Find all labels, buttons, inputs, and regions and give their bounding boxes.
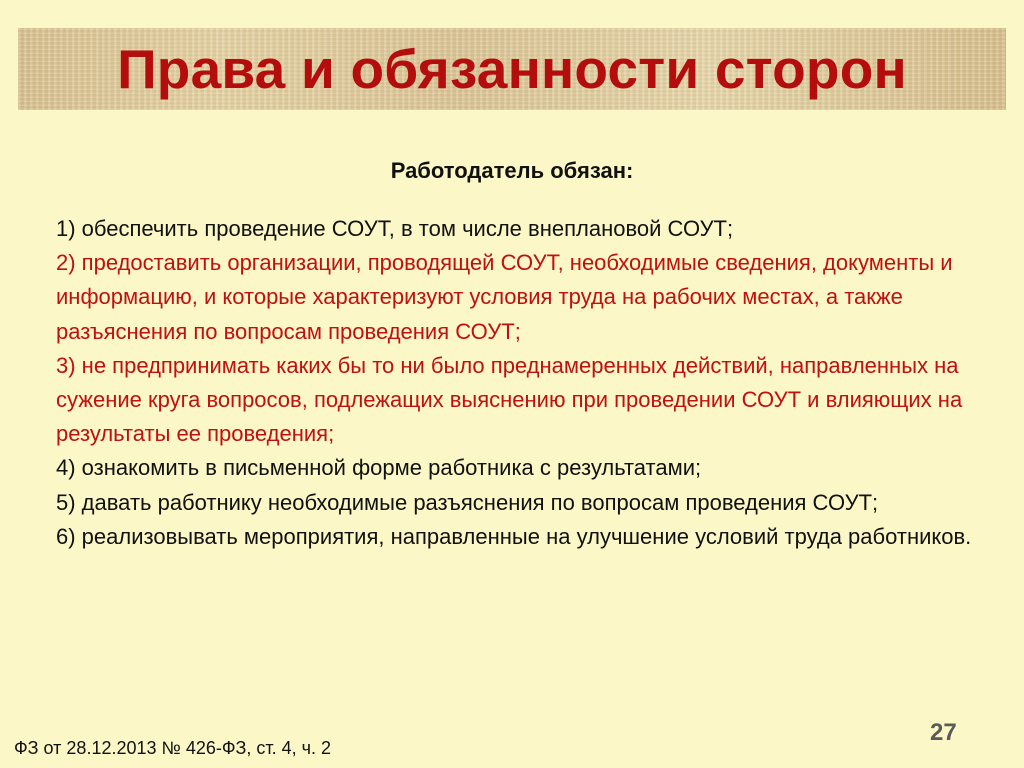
list-item-6: 6) реализовывать мероприятия, направленные на улучшение условий труда работников. — [56, 523, 972, 549]
list-item-4: 4) ознакомить в письменной форме работника с результатами; — [56, 455, 702, 481]
list-item-3: 3) не предпринимать каких бы то ни было преднамеренных действий, направленных на сужение круга вопросов, подлежащих выяснению при проведении СОУТ и влияющих на результаты ее проведения; — [56, 352, 963, 447]
list-item-5: 5) давать работнику необходимые разъяснения по вопросам проведения СОУТ; — [56, 489, 879, 515]
footnote-citation: ФЗ от 28.12.2013 № 426-ФЗ, ст. 4, ч. 2 — [14, 738, 332, 758]
list-item-1: 1) обеспечить проведение СОУТ, в том числе внеплановой СОУТ; — [56, 216, 734, 241]
slide-title: Права и обязанности сторон — [117, 38, 907, 100]
list-item-2: 2) предоставить организации, проводящей СОУТ, необходимые сведения, документы и информацию, и которые характеризуют условия труда на рабочих местах, а также разъяснения по вопросам проведения СОУТ; — [56, 250, 953, 344]
page-number: 27 — [930, 719, 957, 746]
obligations-list — [56, 212, 986, 554]
slide-subtitle: Работодатель обязан: — [390, 158, 634, 183]
title-banner — [18, 28, 1006, 110]
